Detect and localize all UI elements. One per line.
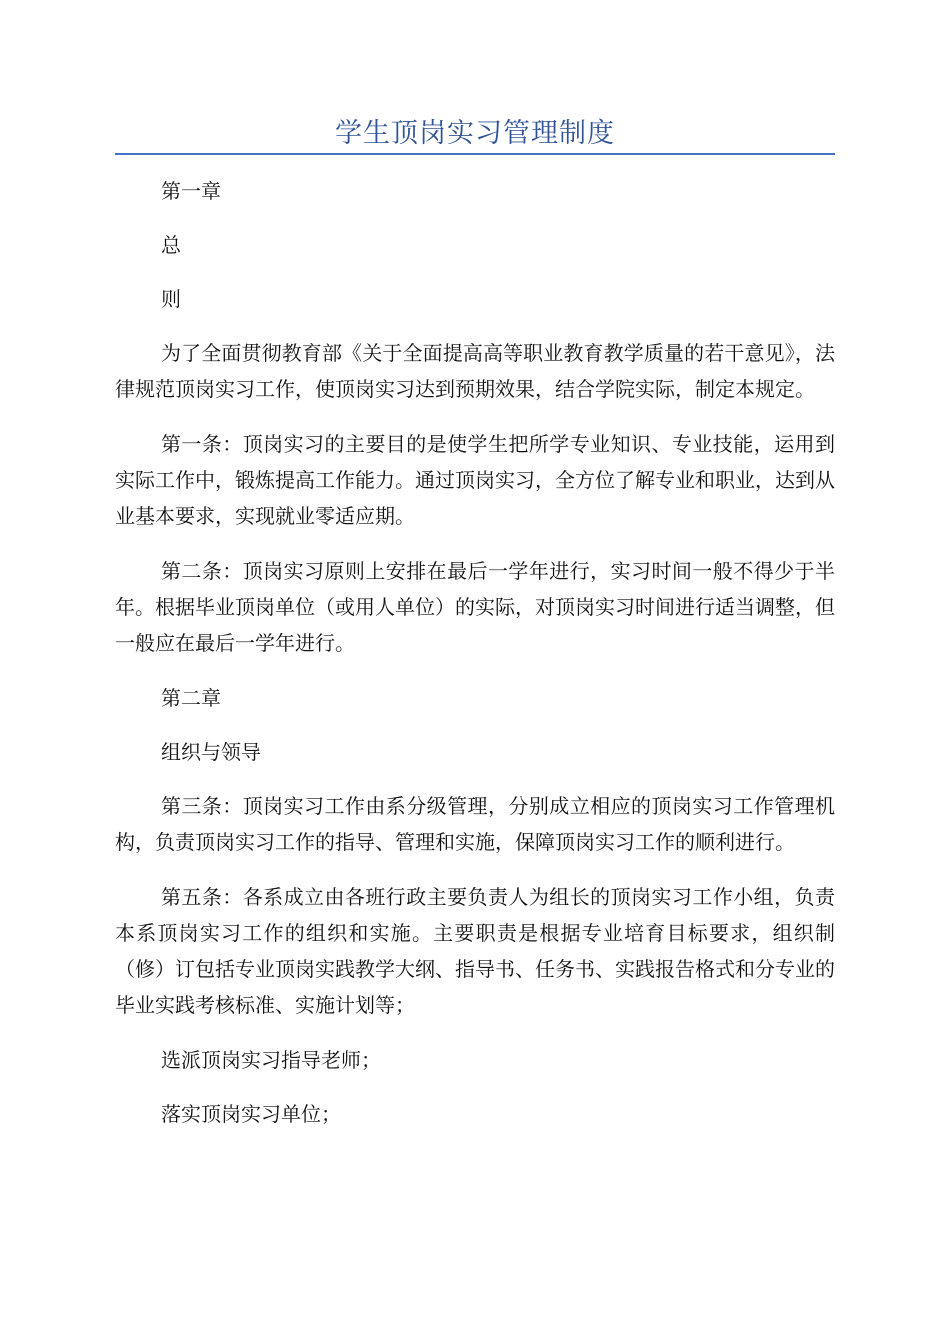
article-1-paragraph: 第一条：顶岗实习的主要目的是使学生把所学专业知识、专业技能，运用到实际工作中，锻炼提高工作能力。通过顶岗实习，全方位了解专业和职业，达到从业基本要求，实现就业零适应期。 <box>115 432 835 528</box>
article-2-paragraph: 第二条：顶岗实习原则上安排在最后一学年进行，实习时间一般不得少于半年。根据毕业顶岗单位（或用人单位）的实际，对顶岗实习时间进行适当调整，但一般应在最后一学年进行。 <box>115 559 835 655</box>
list-item-paragraph: 落实顶岗实习单位； <box>161 1102 341 1126</box>
chapter-title-2: 组织与领导 <box>161 740 261 764</box>
article-5-paragraph: 第五条：各系成立由各班行政主要负责人为组长的顶岗实习工作小组，负责本系顶岗实习工作的组织和实施。主要职责是根据专业培育目标要求，组织制（修）订包括专业顶岗实践教学大纲、指导书、任务书、实践报告格式和分专业的毕业实践考核标准、实施计划等； <box>115 885 835 1017</box>
chapter-title-part-1: 总 <box>161 233 181 257</box>
chapter-heading-2: 第二章 <box>161 686 221 710</box>
document-title: 学生顶岗实习管理制度 <box>335 118 615 149</box>
chapter-title-part-2: 则 <box>161 287 181 311</box>
title-underline <box>115 153 835 155</box>
intro-paragraph: 为了全面贯彻教育部《关于全面提高高等职业教育教学质量的若干意见》，法律规范顶岗实习工作，使顶岗实习达到预期效果，结合学院实际，制定本规定。 <box>115 341 835 401</box>
document-body <box>115 173 835 1150</box>
chapter-heading-1: 第一章 <box>161 179 221 203</box>
list-item-paragraph: 选派顶岗实习指导老师； <box>161 1048 381 1072</box>
article-3-paragraph: 第三条：顶岗实习工作由系分级管理，分别成立相应的顶岗实习工作管理机构，负责顶岗实习工作的指导、管理和实施，保障顶岗实习工作的顺利进行。 <box>115 794 835 854</box>
